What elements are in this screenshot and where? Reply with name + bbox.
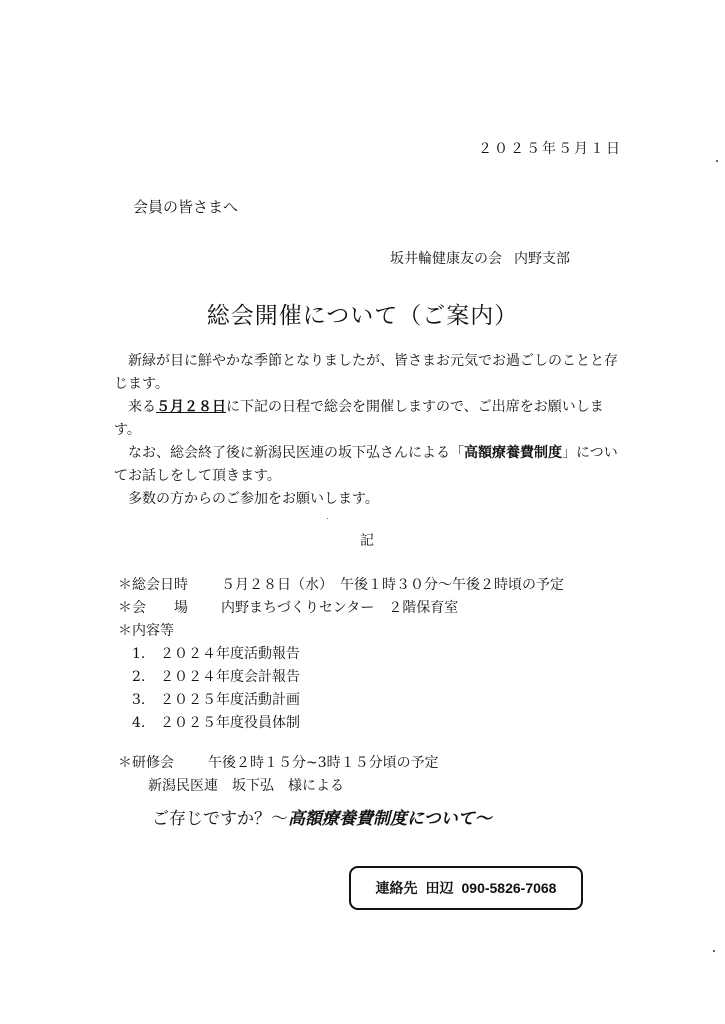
- content-label: ＊内容等: [118, 623, 174, 639]
- datetime-value: ５月２８日（水） 午後１時３０分～午後２時頃の予定: [221, 577, 564, 593]
- agenda-number: 4.: [132, 715, 146, 731]
- meeting-date-highlight: ５月２８日: [156, 399, 226, 415]
- venue-label: ＊会 場: [118, 600, 188, 616]
- topic-prefix: ご存じですか？～: [152, 809, 288, 829]
- body-p1-text: 新緑が目に鮮やかな季節となりましたが、皆さまお元気でお過ごしのことと存じます。: [114, 353, 618, 392]
- datetime-label: ＊総会日時: [118, 577, 188, 593]
- body-p3-post: 」についてお話しをして頂きます。: [114, 445, 618, 484]
- agenda-text: ２０２５年度役員体制: [160, 715, 300, 731]
- body-text: [114, 350, 624, 511]
- body-paragraph-3: [114, 442, 624, 488]
- document-title: 総会開催について（ご案内）: [206, 303, 519, 329]
- agenda-item: [132, 712, 300, 732]
- contact-label: 連絡先: [375, 880, 418, 896]
- topic-highlight: 高額療養費制度: [464, 445, 562, 461]
- agenda-number: 3.: [132, 692, 146, 708]
- contact-name: 田辺: [425, 880, 454, 896]
- body-p2-pre: 来る: [128, 399, 156, 415]
- agenda-text: ２０２５年度活動計画: [160, 692, 300, 708]
- scan-speck: [716, 160, 718, 162]
- scan-speck: [713, 950, 715, 952]
- body-paragraph-2: [114, 396, 624, 442]
- scan-speck: [327, 518, 328, 519]
- body-p4-text: 多数の方からのご参加をお願いします。: [128, 491, 379, 507]
- contact-box: [349, 866, 583, 910]
- sender-org: 坂井輪健康友の会: [390, 251, 502, 267]
- ki-heading: 記: [360, 533, 374, 549]
- contact-phone: 090-5826-7068: [461, 880, 557, 896]
- sender-branch: 内野支部: [514, 251, 570, 267]
- agenda-item: [132, 689, 300, 709]
- detail-datetime: [118, 574, 564, 594]
- body-paragraph-1: [114, 350, 624, 396]
- seminar-topic: [152, 804, 492, 829]
- body-p2-post: に下記の日程で総会を開催しますので、ご出席をお願いします。: [114, 399, 604, 438]
- seminar-lecturer: 新潟民医連 坂下弘 様による: [148, 778, 344, 794]
- sender-line: [390, 248, 570, 268]
- body-p3-pre: なお、総会終了後に新潟民医連の坂下弘さんによる「: [128, 445, 464, 461]
- agenda-item: [132, 643, 300, 663]
- seminar-line: [118, 752, 439, 772]
- agenda-number: 2.: [132, 669, 146, 685]
- topic-main: 高額療養費制度について～: [288, 809, 492, 829]
- venue-value: 内野まちづくりセンター ２階保育室: [221, 600, 459, 616]
- body-paragraph-4: [114, 488, 624, 511]
- agenda-item: [132, 666, 300, 686]
- seminar-time: 午後２時１５分~3時１５分頃の予定: [208, 755, 439, 771]
- recipient-line: 会員の皆さまへ: [133, 198, 239, 216]
- agenda-text: ２０２４年度活動報告: [160, 646, 300, 662]
- agenda-text: ２０２４年度会計報告: [160, 669, 300, 685]
- detail-venue: [118, 597, 458, 617]
- agenda-number: 1.: [132, 646, 146, 662]
- seminar-label: ＊研修会: [118, 755, 174, 771]
- detail-content: [118, 620, 174, 640]
- document-date: ２０２５年５月１日: [478, 141, 622, 157]
